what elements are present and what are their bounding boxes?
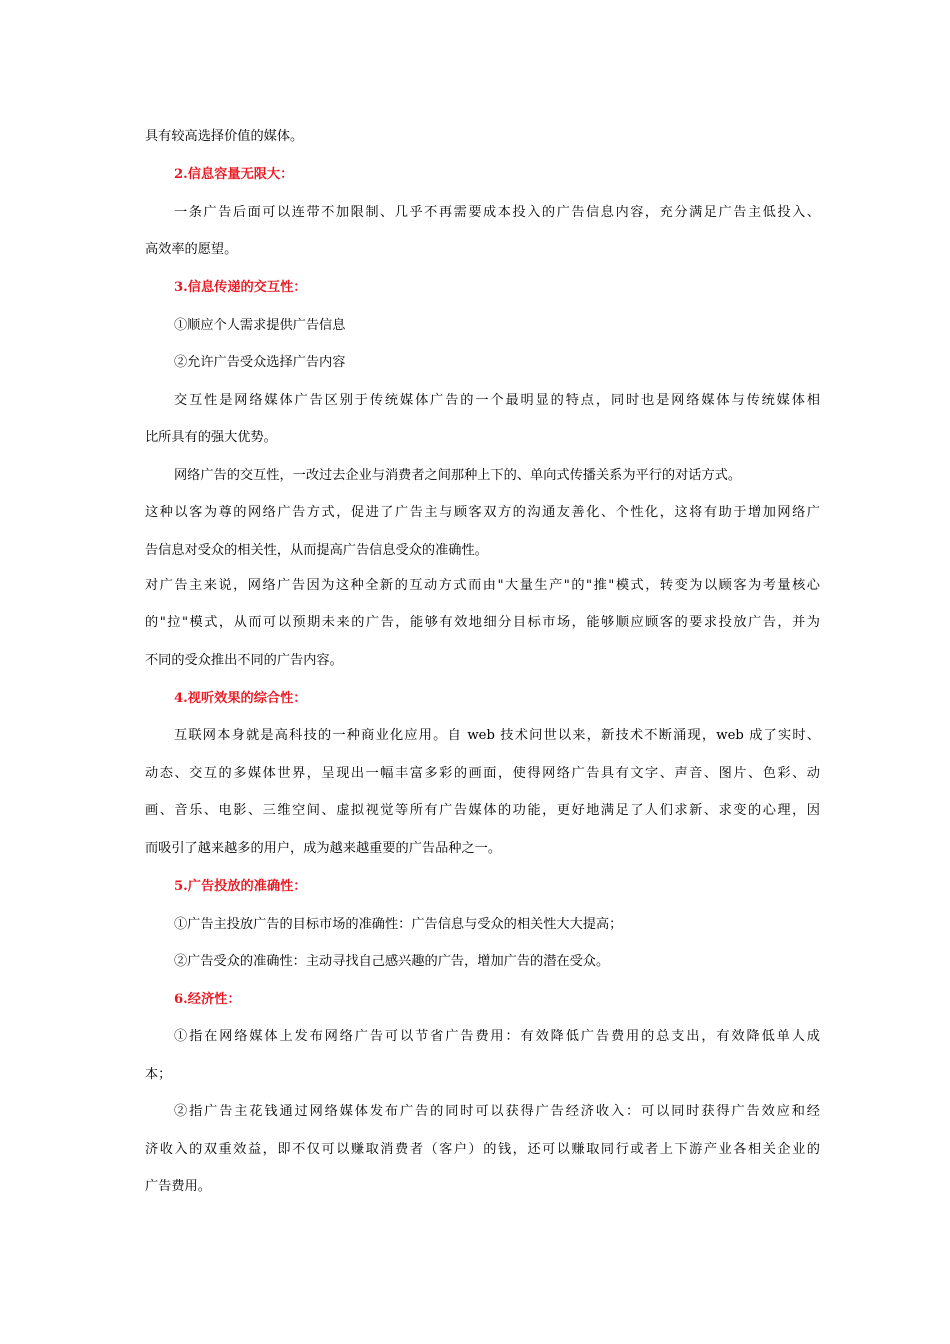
text-line: ②广告受众的准确性：主动寻找自己感兴趣的广告，增加广告的潜在受众。: [174, 954, 610, 969]
text-line: 比所具有的强大优势。: [145, 430, 277, 445]
text-line: 而吸引了越来越多的用户，成为越来越重要的广告品种之一。: [145, 841, 502, 856]
text-line: 高效率的愿望。: [145, 242, 238, 257]
text-line: 本；: [145, 1067, 172, 1082]
text-line: 具有较高选择价值的媒体。: [145, 129, 304, 144]
text-line: ①顺应个人需求提供广告信息: [174, 318, 346, 333]
text-line: 济收入的双重效益，即不仅可以赚取消费者（客户）的钱，还可以赚取同行或者上下游产业各相关企业的: [145, 1142, 820, 1157]
text-line: 的"拉"模式，从而可以预期未来的广告，能够有效地细分目标市场，能够顺应顾客的要求投放广告，并为: [145, 615, 820, 630]
text-line: 交互性是网络媒体广告区别于传统媒体广告的一个最明显的特点，同时也是网络媒体与传统媒体相: [174, 393, 820, 408]
text-line: ②指广告主花钱通过网络媒体发布广告的同时可以获得广告经济收入：可以同时获得广告效应和经: [174, 1104, 820, 1119]
section-heading: 6.经济性：: [174, 992, 241, 1007]
text-line: 不同的受众推出不同的广告内容。: [145, 653, 343, 668]
text-line: 动态、交互的多媒体世界，呈现出一幅丰富多彩的画面，使得网络广告具有文字、声音、图片、色彩、动: [145, 766, 820, 781]
text-line: 告信息对受众的相关性，从而提高广告信息受众的准确性。: [145, 543, 488, 558]
text-line: 互联网本身就是高科技的一种商业化应用。自 web 技术问世以来，新技术不断涌现，web 成了实时、: [174, 728, 820, 743]
text-line: 这种以客为尊的网络广告方式，促进了广告主与顾客双方的沟通友善化、个性化，这将有助于增加网络广: [145, 505, 820, 520]
text-line: ①指在网络媒体上发布网络广告可以节省广告费用：有效降低广告费用的总支出，有效降低单人成: [174, 1029, 820, 1044]
text-line: ①广告主投放广告的目标市场的准确性：广告信息与受众的相关性大大提高；: [174, 917, 623, 932]
section-heading: 3.信息传递的交互性：: [174, 280, 307, 295]
text-line: 一条广告后面可以连带不加限制、几乎不再需要成本投入的广告信息内容，充分满足广告主低投入、: [174, 205, 820, 220]
text-line: 网络广告的交互性，一改过去企业与消费者之间那种上下的、单向式传播关系为平行的对话方式。: [174, 468, 742, 483]
section-heading: 5.广告投放的准确性：: [174, 879, 307, 894]
text-line: 画、音乐、电影、三维空间、虚拟视觉等所有广告媒体的功能，更好地满足了人们求新、求变的心理，因: [145, 803, 820, 818]
section-heading: 4.视听效果的综合性：: [174, 691, 307, 706]
section-heading: 2.信息容量无限大：: [174, 167, 294, 182]
text-line: 广告费用。: [145, 1179, 211, 1194]
text-line: 对广告主来说，网络广告因为这种全新的互动方式而由"大量生产"的"推"模式，转变为以顾客为考量核心: [145, 578, 820, 593]
text-line: ②允许广告受众选择广告内容: [174, 355, 346, 370]
